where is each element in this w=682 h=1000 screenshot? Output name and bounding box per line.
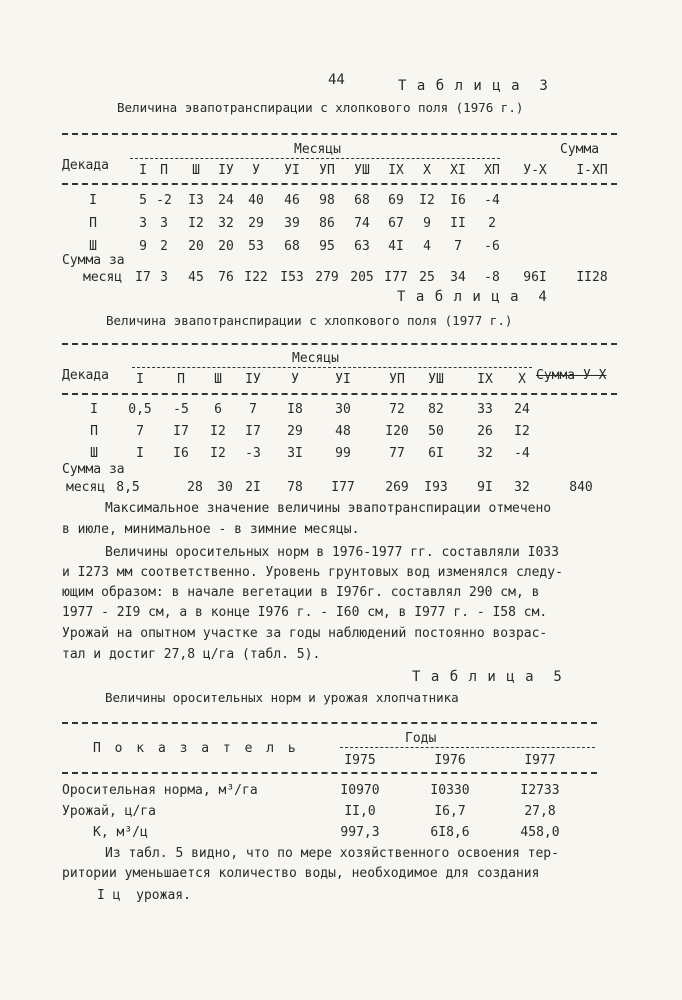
- table3-cell: 32: [218, 216, 234, 231]
- table3-cell: 29: [248, 216, 264, 231]
- table5-cell: II,0: [344, 804, 376, 819]
- table4-col-header: УП: [389, 372, 405, 387]
- table4-cell: I2: [514, 424, 530, 439]
- table5-year: I976: [434, 753, 466, 768]
- table3-cell: 4: [423, 239, 431, 254]
- table3-cell: 2: [160, 239, 168, 254]
- table5-row-label: Оросительная норма, м³/га: [62, 783, 258, 798]
- table4-col-header: IУ: [245, 372, 261, 387]
- table4-cell: 7: [249, 402, 257, 417]
- table3-sum-cell: 205: [350, 270, 374, 285]
- table3-cell: 3: [139, 216, 147, 231]
- table4-cell: 26: [477, 424, 493, 439]
- table5-label: Т а б л и ц а 5: [412, 669, 563, 685]
- paragraph1-line2: в июле, минимальное - в зимние месяцы.: [62, 522, 360, 537]
- table3-cell: 20: [218, 239, 234, 254]
- table4-cell: 29: [287, 424, 303, 439]
- table4-row-label: Ш: [90, 446, 98, 461]
- table4-cell: I6: [173, 446, 189, 461]
- table4-cell: 48: [335, 424, 351, 439]
- table4-label: Т а б л и ц а 4: [397, 289, 548, 305]
- table3-cell: 86: [319, 216, 335, 231]
- table3-rule-top: [62, 133, 617, 135]
- table3-sum-cell: 3: [160, 270, 168, 285]
- table5-year: I975: [344, 753, 376, 768]
- closing-line3: I ц урожая.: [97, 888, 191, 903]
- table3-cell: II: [450, 216, 466, 231]
- table3-col-header: У-X: [523, 163, 547, 178]
- table4-decade-header: Декада: [62, 368, 109, 383]
- paragraph2-line4: 1977 - 2I9 см, а в конце I976 г. - I60 см, в I977 г. - I58 см.: [62, 605, 548, 620]
- table4-col-header: П: [177, 372, 185, 387]
- table4-cell: I8: [287, 402, 303, 417]
- table3-decade-header: Декада: [62, 158, 109, 173]
- table3-cell: 53: [248, 239, 264, 254]
- table4-cell: 24: [514, 402, 530, 417]
- table4-cell: -4: [514, 446, 530, 461]
- table3-row-label: П: [89, 216, 97, 231]
- table3-col-header: I-XП: [576, 163, 608, 178]
- paragraph2-line2: и I273 мм соответственно. Уровень грунтовых вод изменялся следу-: [62, 565, 563, 580]
- table3-sum-label-1: Сумма за: [62, 253, 125, 268]
- table3-sum-cell: I77: [384, 270, 408, 285]
- table3-sum-cell: 279: [315, 270, 339, 285]
- table4-cell: 77: [389, 446, 405, 461]
- table4-row-label: I: [90, 402, 98, 417]
- table3-sum-cell: 96I: [523, 270, 547, 285]
- table3-sum-cell: I7: [135, 270, 151, 285]
- table4-sum-cell: 269: [385, 480, 409, 495]
- paragraph1-line1: Максимальное значение величины эвапотранспирации отмечено: [105, 501, 552, 516]
- table4-col-header: УI: [335, 372, 351, 387]
- table4-col-header: УШ: [428, 372, 444, 387]
- table5-cell: I6,7: [434, 804, 466, 819]
- table3-sum-cell: I53: [280, 270, 304, 285]
- table3-cell: 68: [284, 239, 300, 254]
- table3-col-header: УI: [284, 163, 300, 178]
- table3-col-header: У: [252, 163, 260, 178]
- table4-sum-cell: 32: [514, 480, 530, 495]
- closing-line1: Из табл. 5 видно, что по мере хозяйственного освоения тер-: [105, 846, 559, 861]
- table4-rule-header: [62, 393, 617, 395]
- table3-cell: 4I: [388, 239, 404, 254]
- table4-sum-cell: 840: [569, 480, 593, 495]
- table3-cell: 9: [139, 239, 147, 254]
- table4-rule-months: [132, 367, 532, 368]
- table4-sum-cell: 78: [287, 480, 303, 495]
- table3-label: Т а б л и ц а 3: [398, 78, 549, 94]
- table3-cell: 39: [284, 216, 300, 231]
- table3-col-header: П: [160, 163, 168, 178]
- table4-rule-top: [62, 343, 617, 345]
- table4-sum-label-1: Сумма за: [62, 462, 125, 477]
- table3-col-header: X: [423, 163, 431, 178]
- table4-col-header: Ш: [214, 372, 222, 387]
- table5-rule-years: [340, 747, 595, 748]
- table4-cell: -5: [173, 402, 189, 417]
- paragraph2-line3: ющим образом: в начале вегетации в I976г. составлял 290 см, в: [62, 585, 540, 600]
- table3-cell: 68: [354, 193, 370, 208]
- table3-sum-cell: II28: [576, 270, 608, 285]
- table3-rule-header: [62, 183, 617, 185]
- table3-cell: 63: [354, 239, 370, 254]
- table5-cell: 997,3: [340, 825, 380, 840]
- table4-cell: 82: [428, 402, 444, 417]
- paragraph2-line5: Урожай на опытном участке за годы наблюдений постоянно возрас-: [62, 626, 548, 641]
- table3-title: Величина эвапотранспирации с хлопкового поля (1976 г.): [117, 100, 524, 115]
- table3-cell: I6: [450, 193, 466, 208]
- table4-sum-label-2: месяц: [66, 480, 106, 495]
- table4-cell: I20: [385, 424, 409, 439]
- table4-cell: -3: [245, 446, 261, 461]
- table4-sum-cell: 9I: [477, 480, 493, 495]
- table3-cell: 69: [388, 193, 404, 208]
- table4-sum-cell: 30: [217, 480, 233, 495]
- table5-row-label: Урожай, ц/га: [62, 804, 156, 819]
- table3-col-header: УШ: [354, 163, 370, 178]
- table4-col-header: У: [291, 372, 299, 387]
- table3-cell: 9: [423, 216, 431, 231]
- paragraph2-line1: Величины оросительных норм в 1976-1977 гг. составляли I033: [105, 545, 559, 560]
- table4-col-header: X: [518, 372, 526, 387]
- table3-col-header: IX: [388, 163, 404, 178]
- table3-sum-label-2: месяц: [83, 270, 123, 285]
- closing-line2: ритории уменьшается количество воды, необходимое для создания: [62, 866, 540, 881]
- table3-sum-header: Сумма: [560, 142, 600, 157]
- table3-col-header: XП: [484, 163, 500, 178]
- table4-title: Величина эвапотранспирации с хлопкового поля (1977 г.): [106, 313, 513, 328]
- table5-rule-top: [62, 722, 597, 724]
- table5-cell: 458,0: [520, 825, 560, 840]
- table3-row-label: I: [89, 193, 97, 208]
- table3-sum-cell: 45: [188, 270, 204, 285]
- table3-sum-cell: I22: [244, 270, 268, 285]
- table3-cell: -4: [484, 193, 500, 208]
- table5-cell: 27,8: [524, 804, 556, 819]
- table3-col-header: I: [139, 163, 147, 178]
- table4-cell: 6I: [428, 446, 444, 461]
- table5-title: Величины оросительных норм и урожая хлопчатника: [105, 690, 459, 705]
- table3-cell: 20: [188, 239, 204, 254]
- table5-years-header: Годы: [405, 731, 437, 746]
- table3-cell: 2: [488, 216, 496, 231]
- table3-sum-cell: 34: [450, 270, 466, 285]
- table4-cell: 72: [389, 402, 405, 417]
- table4-cell: I2: [210, 424, 226, 439]
- table4-row-label: П: [90, 424, 98, 439]
- table3-cell: 7: [454, 239, 462, 254]
- table3-cell: 74: [354, 216, 370, 231]
- table3-cell: 67: [388, 216, 404, 231]
- table4-cell: 0,5: [128, 402, 152, 417]
- table3-row-label: Ш: [89, 239, 97, 254]
- table4-cell: I: [136, 446, 144, 461]
- table3-rule-months: [130, 158, 500, 159]
- table4-col-header: IX: [477, 372, 493, 387]
- table4-cell: 32: [477, 446, 493, 461]
- table3-cell: 5: [139, 193, 147, 208]
- table3-sum-cell: 25: [419, 270, 435, 285]
- table4-sum-header: Сумма У-X: [536, 368, 607, 383]
- table3-sum-cell: 76: [218, 270, 234, 285]
- table4-sum-cell: I77: [331, 480, 355, 495]
- table3-sum-cell: -8: [484, 270, 500, 285]
- table5-row-label: К, м³/ц: [93, 825, 148, 840]
- table4-sum-cell: 2I: [245, 480, 261, 495]
- paragraph2-line6: тал и достиг 27,8 ц/га (табл. 5).: [62, 647, 321, 662]
- page-number: 44: [328, 72, 345, 88]
- table4-cell: 3I: [287, 446, 303, 461]
- table4-cell: 33: [477, 402, 493, 417]
- table3-cell: -6: [484, 239, 500, 254]
- table3-col-header: IУ: [218, 163, 234, 178]
- table4-cell: 6: [214, 402, 222, 417]
- table5-rule-header: [62, 772, 597, 774]
- table4-cell: 7: [136, 424, 144, 439]
- table4-cell: I7: [173, 424, 189, 439]
- table5-cell: I0970: [340, 783, 380, 798]
- table4-cell: 99: [335, 446, 351, 461]
- table5-cell: I0330: [430, 783, 470, 798]
- table3-cell: 24: [218, 193, 234, 208]
- table3-cell: 40: [248, 193, 264, 208]
- table3-cell: 46: [284, 193, 300, 208]
- table3-cell: 3: [160, 216, 168, 231]
- table5-year: I977: [524, 753, 556, 768]
- table3-months-header: Месяцы: [294, 142, 341, 157]
- table5-indicator-header: П о к а з а т е л ь: [93, 741, 299, 756]
- table4-sum-cell: I93: [424, 480, 448, 495]
- table3-cell: I3: [188, 193, 204, 208]
- table3-cell: I2: [188, 216, 204, 231]
- table4-cell: I2: [210, 446, 226, 461]
- table3-col-header: XI: [450, 163, 466, 178]
- table4-sum-cell: 8,5: [116, 480, 140, 495]
- table5-cell: 6I8,6: [430, 825, 470, 840]
- table4-col-header: I: [136, 372, 144, 387]
- table3-cell: 95: [319, 239, 335, 254]
- table4-cell: I7: [245, 424, 261, 439]
- table3-cell: 98: [319, 193, 335, 208]
- table3-cell: I2: [419, 193, 435, 208]
- table3-col-header: УП: [319, 163, 335, 178]
- table4-cell: 30: [335, 402, 351, 417]
- table3-cell: -2: [156, 193, 172, 208]
- table5-cell: I2733: [520, 783, 560, 798]
- table4-sum-cell: 28: [187, 480, 203, 495]
- table4-months-header: Месяцы: [292, 351, 339, 366]
- table3-col-header: Ш: [192, 163, 200, 178]
- table4-cell: 50: [428, 424, 444, 439]
